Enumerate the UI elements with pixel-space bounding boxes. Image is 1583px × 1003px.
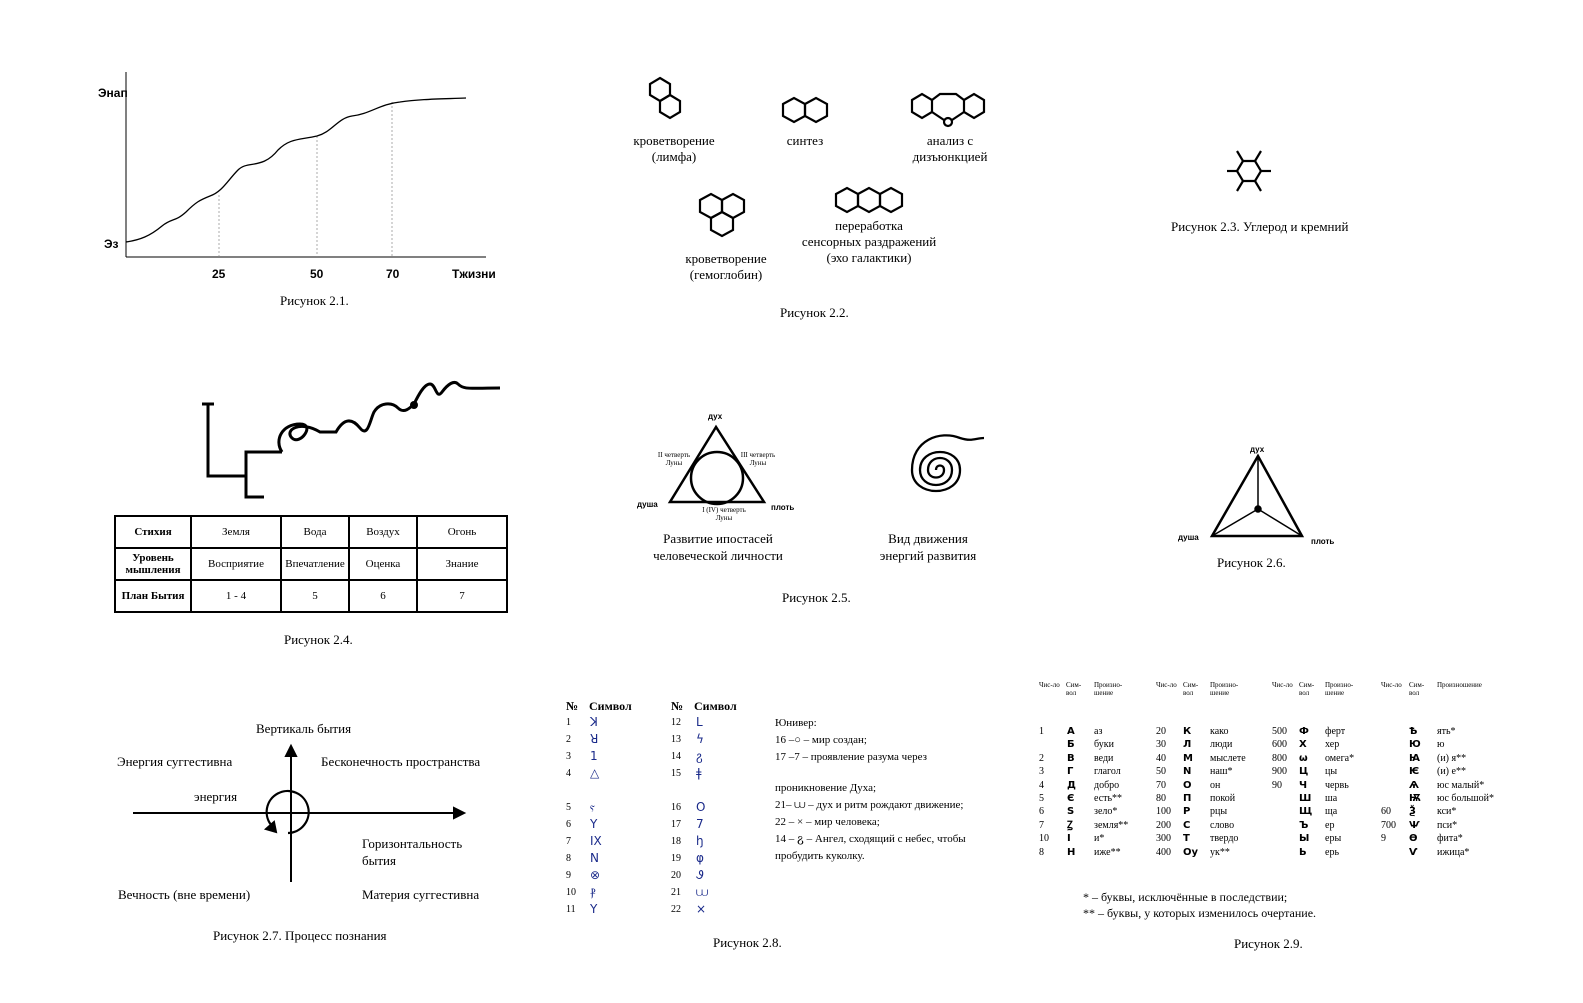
label-energy: энергия [194, 789, 238, 804]
list-item: 2 [566, 734, 571, 745]
label-quarter-3: III четверть Луны [740, 451, 776, 467]
list-item: червь [1325, 779, 1349, 791]
list-item: пси* [1437, 819, 1458, 831]
list-item [1381, 792, 1396, 805]
x-tick-50: 50 [310, 267, 324, 281]
list-item: С [1183, 819, 1191, 831]
list-item: N [1183, 766, 1192, 778]
list-item: ща [1325, 806, 1338, 818]
group-2-symbols [1183, 725, 1198, 859]
text-line: 14 – ჷ – Ангел, сходящий с небес, чтобы [775, 833, 966, 845]
label-horizontal-1: Горизонтальность [362, 836, 463, 851]
list-item: Ѯ [1409, 806, 1416, 818]
list-item: кси* [1437, 806, 1457, 818]
list-item: Ц [1299, 766, 1309, 778]
list-item: 21 [671, 887, 681, 898]
symbol: ⊗ [590, 868, 601, 882]
header-symbol: Сим-вол [1409, 681, 1425, 697]
list-item: Ѭ [1409, 793, 1422, 805]
symbol: ǂ [696, 766, 702, 780]
list-item: І [1067, 833, 1071, 845]
list-item: 1 [1039, 726, 1044, 737]
label-soul: душа [637, 500, 658, 509]
label-soul-2-6: душа [1178, 533, 1199, 542]
list-item: цы [1325, 766, 1338, 778]
symbol: 1 [590, 749, 598, 763]
list-item: 600 [1272, 739, 1287, 751]
list-item: 50 [1156, 766, 1166, 778]
header-symbol: Сим-вол [1183, 681, 1199, 697]
header-sym-2: Символ [694, 699, 737, 713]
list-item: ю [1437, 739, 1445, 751]
text-line: 17 –7 – проявление разума через [775, 751, 927, 763]
caption-2-6: Рисунок 2.6. [1217, 555, 1286, 570]
list-item: 8 [566, 853, 571, 864]
symbol: ⲋ [590, 800, 595, 814]
label-analysis-2: дизъюнкцией [912, 149, 988, 164]
list-item: Ь [1299, 846, 1307, 858]
list-item: 13 [671, 734, 681, 745]
list-item: ук** [1210, 846, 1230, 858]
header-no-2: № [671, 699, 684, 713]
list-item: юс малый* [1437, 779, 1485, 791]
symbols-col-1 [590, 714, 602, 918]
list-item: 17 [671, 819, 681, 830]
list-item: Р [1183, 806, 1191, 818]
list-item: люди [1210, 739, 1233, 751]
list-item: он [1210, 779, 1221, 791]
footnote-1: * – буквы, исключённые в последствии; [1083, 890, 1288, 904]
caption-2-4: Рисунок 2.4. [284, 632, 353, 647]
list-item: 6 [566, 819, 571, 830]
label-quarter-14: I (IV) четверть Луны [702, 506, 746, 522]
text-line [775, 766, 966, 780]
list-item: 11 [566, 904, 576, 915]
list-item: 700 [1381, 819, 1396, 831]
list-item: 80 [1156, 793, 1166, 805]
list-item: Є [1067, 793, 1075, 805]
symbol: ꓲꓫ [590, 834, 602, 848]
list-item: 300 [1156, 833, 1171, 845]
symbols-col-2 [696, 714, 708, 918]
list-item: 7 [1039, 819, 1044, 831]
list-item: ять* [1437, 726, 1456, 737]
list-item: 8 [1039, 846, 1044, 858]
list-item: веди [1094, 752, 1114, 764]
group-1-symbols [1067, 725, 1076, 859]
label-matter: Материя суггестивна [362, 887, 480, 902]
table-cell: 6 [349, 580, 417, 612]
list-item: Ꙁ [1067, 819, 1073, 831]
list-item: 4 [566, 768, 571, 779]
label-infinity: Бесконечность пространства [321, 754, 481, 769]
list-item: 3 [566, 751, 571, 762]
list-item: 6 [1039, 806, 1044, 818]
list-item: 60 [1381, 806, 1391, 818]
y-top-label: Энап [98, 86, 128, 100]
table-cell: 1 - 4 [191, 580, 281, 612]
list-item: 3 [1039, 766, 1044, 778]
list-item [1381, 765, 1396, 778]
x-axis-label: Тжизни [452, 267, 496, 281]
list-item: ер [1325, 819, 1335, 831]
label-horizontal [362, 835, 462, 869]
label-energy-suggestive: Энергия суггестивна [117, 754, 233, 769]
list-item: 19 [671, 853, 681, 864]
list-item: 7 [566, 836, 571, 847]
label-vertical: Вертикаль бытия [256, 721, 352, 736]
list-item: Ф [1299, 726, 1309, 737]
table-cell: Земля [191, 516, 281, 548]
symbol: ϟ [696, 732, 704, 746]
univer-text [775, 715, 966, 865]
numbers-col-1 [566, 714, 576, 918]
list-item: рцы [1210, 806, 1228, 818]
list-item: Т [1183, 833, 1190, 845]
list-item: наш* [1210, 766, 1233, 778]
list-item: Ъ [1299, 819, 1309, 831]
group-4-pronunciation [1437, 725, 1494, 859]
list-item [1272, 819, 1287, 832]
list-item: 22 [671, 904, 681, 915]
text-line: 22 – × – мир человека; [775, 816, 880, 828]
list-item: 90 [1272, 779, 1282, 791]
list-item: ижица* [1437, 846, 1470, 858]
label-flesh-2-6: плоть [1311, 537, 1335, 546]
list-item: 30 [1156, 739, 1166, 751]
group-4-symbols [1409, 725, 1421, 859]
list-item: Щ [1299, 806, 1313, 818]
group-2-pronunciation [1210, 725, 1246, 859]
table-cell: Огонь [417, 516, 507, 548]
list-item: Ѳ [1409, 833, 1418, 845]
list-item: 70 [1156, 779, 1166, 791]
numbers-col-2 [671, 714, 681, 918]
label-quarter-2: II четверть Луны [657, 451, 691, 467]
list-item: ерь [1325, 846, 1339, 858]
list-item [1272, 805, 1287, 818]
list-item: Х [1299, 739, 1307, 751]
list-item [1272, 792, 1287, 805]
list-item [1381, 738, 1396, 751]
symbol: ꜧ [696, 834, 704, 848]
label-lymph-1: кроветворение [633, 133, 715, 148]
table-cell: Уровень мышления [115, 548, 191, 580]
symbol: ꓘ [590, 715, 598, 729]
text-line: пробудить куколку. [775, 850, 865, 862]
x-tick-70: 70 [386, 267, 400, 281]
y-bottom-label: Эз [104, 237, 119, 251]
list-item: 2 [1039, 752, 1044, 764]
list-item: како [1210, 726, 1229, 737]
label-hypostases-1: Развитие ипостасей [663, 531, 773, 546]
list-item: 200 [1156, 819, 1171, 831]
list-item: Ѵ [1409, 846, 1418, 858]
symbol: △ [590, 766, 600, 780]
list-item: 15 [671, 768, 681, 779]
list-item: хер [1325, 739, 1340, 751]
symbol: ꓤ [590, 732, 599, 746]
list-item: Ч [1299, 779, 1308, 791]
list-item [1381, 752, 1396, 765]
list-item: (и) я** [1437, 752, 1467, 764]
caption-2-3: Рисунок 2.3. Углерод и кремний [1171, 219, 1349, 234]
list-item: 40 [1156, 752, 1166, 764]
list-item: аз [1094, 726, 1103, 737]
footnote-2: ** – буквы, у которых изменилось очертание. [1083, 906, 1317, 920]
list-item: слово [1210, 819, 1235, 831]
symbol: ⳁ [590, 885, 596, 899]
label-flesh: плоть [771, 503, 795, 512]
header-number: Чис-ло [1156, 681, 1177, 689]
list-item: Ѕ [1067, 806, 1075, 818]
symbol: × [696, 902, 707, 916]
list-item: К [1183, 726, 1192, 737]
list-item: ѡ [1299, 752, 1308, 764]
header-pronunciation-last: Произношение [1437, 681, 1482, 689]
table-cell: Оценка [349, 548, 417, 580]
label-analysis-1: анализ с [926, 133, 974, 148]
list-item: и* [1094, 833, 1105, 845]
list-item: 5 [1039, 793, 1044, 805]
label-hypostases-2: человеческой личности [653, 548, 783, 563]
list-item: Ю [1409, 739, 1421, 751]
label-echo-1: переработка [835, 218, 903, 233]
symbol: Ꮽ [696, 868, 704, 882]
list-item: Г [1067, 766, 1074, 778]
list-item: омега* [1325, 752, 1355, 764]
x-tick-25: 25 [212, 267, 226, 281]
list-item: 400 [1156, 846, 1171, 858]
table-cell: Воздух [349, 516, 417, 548]
list-item: юс большой* [1437, 793, 1494, 805]
label-horizontal-2: бытия [362, 853, 396, 868]
table-cell: Стихия [115, 516, 191, 548]
group-3-pronunciation [1325, 725, 1354, 859]
header-number: Чис-ло [1272, 681, 1293, 689]
symbol: ꓬ [590, 902, 598, 916]
list-item: Ы [1299, 833, 1310, 845]
label-hemoglobin-1: кроветворение [685, 251, 767, 266]
label-echo-2: сенсорных раздражений [801, 234, 937, 249]
header-no-1: № [566, 699, 579, 713]
symbol: 7 [696, 817, 704, 831]
group-3-symbols [1299, 725, 1312, 859]
list-item: Ш [1299, 793, 1312, 805]
footnotes [1083, 889, 1316, 921]
caption-2-5: Рисунок 2.5. [782, 590, 851, 605]
symbol: O [696, 800, 706, 814]
table-cell: Вода [281, 516, 349, 548]
caption-2-8: Рисунок 2.8. [713, 935, 782, 950]
label-echo-3: (эхо галактики) [826, 250, 912, 265]
list-item: фита* [1437, 833, 1463, 845]
group-4-numbers [1381, 725, 1396, 859]
table-cell: Восприятие [191, 548, 281, 580]
label-hemoglobin-2: (гемоглобин) [689, 267, 763, 282]
list-item: Л [1183, 739, 1192, 751]
list-item: Н [1067, 846, 1076, 858]
label-spirit: дух [708, 412, 723, 421]
header-sym-1: Символ [589, 699, 632, 713]
list-item: Б [1067, 739, 1075, 751]
header-number: Чис-ло [1039, 681, 1060, 689]
group-2-numbers [1156, 725, 1171, 859]
symbol: φ [696, 851, 704, 865]
header-pronunciation: Произно-шение [1094, 681, 1123, 697]
list-item: В [1067, 752, 1075, 764]
list-item: М [1183, 752, 1193, 764]
header-number: Чис-ло [1381, 681, 1402, 689]
header-symbol: Сим-вол [1299, 681, 1315, 697]
list-item [1272, 846, 1287, 859]
symbol: ⩊ [696, 885, 709, 899]
table-cell: Впечатление [281, 548, 349, 580]
group-3-numbers [1272, 725, 1287, 859]
list-item: 1 [566, 717, 571, 728]
list-item: П [1183, 793, 1192, 805]
list-item [1272, 832, 1287, 845]
list-item: зело* [1094, 806, 1118, 818]
header-symbol: Сим-вол [1066, 681, 1082, 697]
list-item: 9 [566, 870, 571, 881]
table-cell: Знание [417, 548, 507, 580]
list-item: Ꙗ [1409, 752, 1420, 764]
table-cell: 5 [281, 580, 349, 612]
label-synthesis: синтез [786, 133, 824, 148]
list-item: ферт [1325, 726, 1346, 737]
list-item: твердо [1210, 833, 1239, 845]
list-item: А [1067, 726, 1075, 737]
list-item: Ѱ [1409, 819, 1420, 831]
list-item [1381, 846, 1396, 859]
list-item: Ѣ [1409, 726, 1418, 737]
list-item: Д [1067, 779, 1076, 791]
symbol: ჷ [696, 749, 703, 763]
list-item: 14 [671, 751, 681, 762]
label-motion-2: энергий развития [879, 548, 977, 563]
text-line: 16 –○ – мир создан; [775, 734, 867, 746]
list-item: есть** [1094, 793, 1123, 805]
label-spirit-2-6: дух [1250, 445, 1265, 454]
list-item: 9 [1381, 833, 1386, 845]
list-item: ша [1325, 793, 1338, 805]
list-item: 100 [1156, 806, 1171, 818]
list-item: 800 [1272, 752, 1287, 764]
caption-2-7: Рисунок 2.7. Процесс познания [213, 928, 387, 943]
symbol: ꓡ [696, 715, 703, 729]
list-item: буки [1094, 739, 1114, 751]
list-item: (и) е** [1437, 766, 1466, 778]
caption-2-1: Рисунок 2.1. [280, 293, 349, 308]
list-item: 10 [1039, 833, 1049, 845]
symbol: ꓠ [590, 851, 599, 865]
header-pronunciation: Произно-шение [1325, 681, 1354, 697]
symbol: Y [590, 817, 598, 831]
header-pronunciation: Произно-шение [1210, 681, 1239, 697]
list-item: 900 [1272, 766, 1287, 778]
list-item [1381, 725, 1396, 738]
table-cell: 7 [417, 580, 507, 612]
text-line: проникновение Духа; [775, 782, 877, 794]
list-item: 5 [566, 802, 571, 813]
caption-2-2: Рисунок 2.2. [780, 305, 849, 320]
group-1-numbers [1039, 725, 1049, 859]
label-eternity: Вечность (вне времени) [118, 887, 251, 902]
list-item: 10 [566, 887, 576, 898]
text-line: 21– ⩊ – дух и ритм рождают движение; [775, 799, 964, 811]
label-lymph-2: (лимфа) [651, 149, 697, 164]
list-item [1039, 738, 1049, 751]
list-item: земля** [1094, 819, 1129, 831]
group-1-pronunciation [1094, 725, 1128, 859]
list-item: глагол [1094, 766, 1121, 778]
list-item: 500 [1272, 726, 1287, 737]
list-item: покой [1210, 793, 1236, 805]
list-item: 4 [1039, 779, 1044, 791]
list-item: О [1183, 779, 1192, 791]
list-item: 18 [671, 836, 681, 847]
label-motion-1: Вид движения [888, 531, 968, 546]
list-item: 12 [671, 717, 681, 728]
table-cell: План Бытия [115, 580, 191, 612]
list-item: Оу [1183, 846, 1199, 858]
list-item: Ѥ [1409, 766, 1420, 778]
list-item [1381, 779, 1396, 792]
list-item: еры [1325, 833, 1342, 845]
list-item: иже** [1094, 846, 1121, 858]
caption-2-9: Рисунок 2.9. [1234, 936, 1303, 951]
list-item: 20 [671, 870, 681, 881]
list-item: мыслете [1210, 752, 1246, 764]
list-item: 20 [1156, 726, 1166, 737]
list-item: 16 [671, 802, 681, 813]
list-item: Ѧ [1409, 779, 1419, 791]
text-line: Юнивер: [775, 717, 817, 729]
list-item: добро [1094, 779, 1120, 791]
